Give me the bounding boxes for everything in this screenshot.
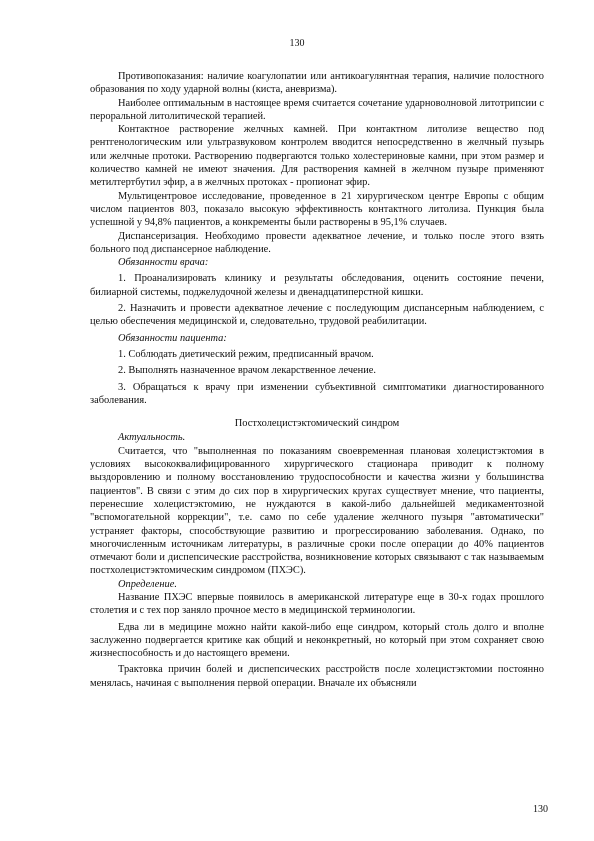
paragraph-contraindications: Противопоказания: наличие коагулопатии или антикоагулянтная терапия, наличие полостного образования по ходу ударной волны (киста, аневризма). [90, 71, 544, 96]
page-number-bottom: 130 [533, 804, 548, 815]
patient-duty-item: 3. Обращаться к врачу при изменении субъективной симптоматики диагностированного заболевания. [90, 381, 544, 406]
patient-duty-item: 2. Выполнять назначенное врачом лекарственное лечение. [118, 365, 377, 377]
doctor-duty-item: 1. Проанализировать клинику и результаты обследования, оценить состояние печени, билиарной системы, поджелудочной железы и двенадцатиперстной кишки. [90, 273, 544, 298]
paragraph-contact-dissolution: Контактное растворение желчных камней. При контактном литолизе вещество под рентгенологическим или ультразвуковом контролем вводится непосредственно в желчный пузырь или желчные протоки. Растворению подвергаются только холестериновые камни, при этом размер и количество камней не имеют значения. Для растворения камней в желчном пузыре применяют метилтертбутил эфир, а в желчных протоках - пропионат эфир. [90, 124, 544, 189]
relevance-title: Актуальность. [118, 432, 186, 444]
document-body [90, 70, 544, 690]
paragraph-definition: Название ПХЭС впервые появилось в американской литературе еще в 30-х годах прошлого столетия и с тех пор заняло прочное место в медицинской терминологии. [90, 591, 544, 617]
paragraph-optimal-combination: Наиболее оптимальным в настоящее время считается сочетание ударноволновой литотрипсии с пероральной литолитической терапией. [90, 97, 544, 122]
page-number-top: 130 [289, 38, 305, 49]
paragraph-multicenter-study: Мультицентровое исследование, проведенное в 21 хирургическом центре Европы с общим числом пациентов 803, показало высокую эффективность контактного литолиза. Пункция была успешной у 94,8% пациентов, а конкременты были растворены в 95,1% случаев. [90, 190, 544, 229]
patient-duty-item: 1. Соблюдать диетический режим, предписанный врачом. [118, 348, 374, 360]
doctor-duties-title: Обязанности врача: [118, 257, 209, 269]
doctor-duty-item: 2. Назначить и провести адекватное лечение с последующим диспансерным наблюдением, с целью обеспечения медицинской и, следовательно, трудовой реабилитации. [90, 303, 544, 328]
patient-duties-title: Обязанности пациента: [118, 332, 227, 344]
paragraph-interpretation: Трактовка причин болей и диспепсических расстройств после холецистэктомии постоянно менялась, начиная с выполнения первой операции. Вначале их объясняли [90, 664, 544, 689]
section-heading: Постхолецистэктомический синдром [234, 418, 400, 430]
paragraph-dispensary: Диспансеризация. Необходимо провести адекватное лечение, и только после этого взять больного под диспансерное наблюдение. [90, 230, 544, 255]
paragraph-relevance: Считается, что "выполненная по показаниям своевременная плановая холецистэктомия в условиях высококвалифицированного хирургического стационара приводит к полному выздоровлению и полному восстановлению трудоспособности и качества жизни у большинства пациентов". В связи с этим до сих пор в хирургических кругах существует мнение, что пациенты, перенесшие холецистэктомию, не нуждаются в какой-либо дальнейшей медикаментозной "вспомогательной коррекции", т.е. само по себе удаление желчного пузыря "автоматически" устраняет факторы, способствующие развитию и прогрессированию заболевания. Однако, по многочисленным источникам литературы, в различные сроки после операции до 40% пациентов отмечают боли и диспепсические расстройства, возникновение которых связывают с так называемым постхолецистэктомическим синдромом (ПХЭС). [90, 445, 544, 577]
paragraph-criticism: Едва ли в медицине можно найти какой-либо еще синдром, который столь долго и вполне заслуженно подвергается критике как общий и неконкретный, но который при этом сохраняет свою жизнеспособность и до настоящего времени. [90, 621, 544, 660]
definition-title: Определение. [118, 578, 177, 590]
